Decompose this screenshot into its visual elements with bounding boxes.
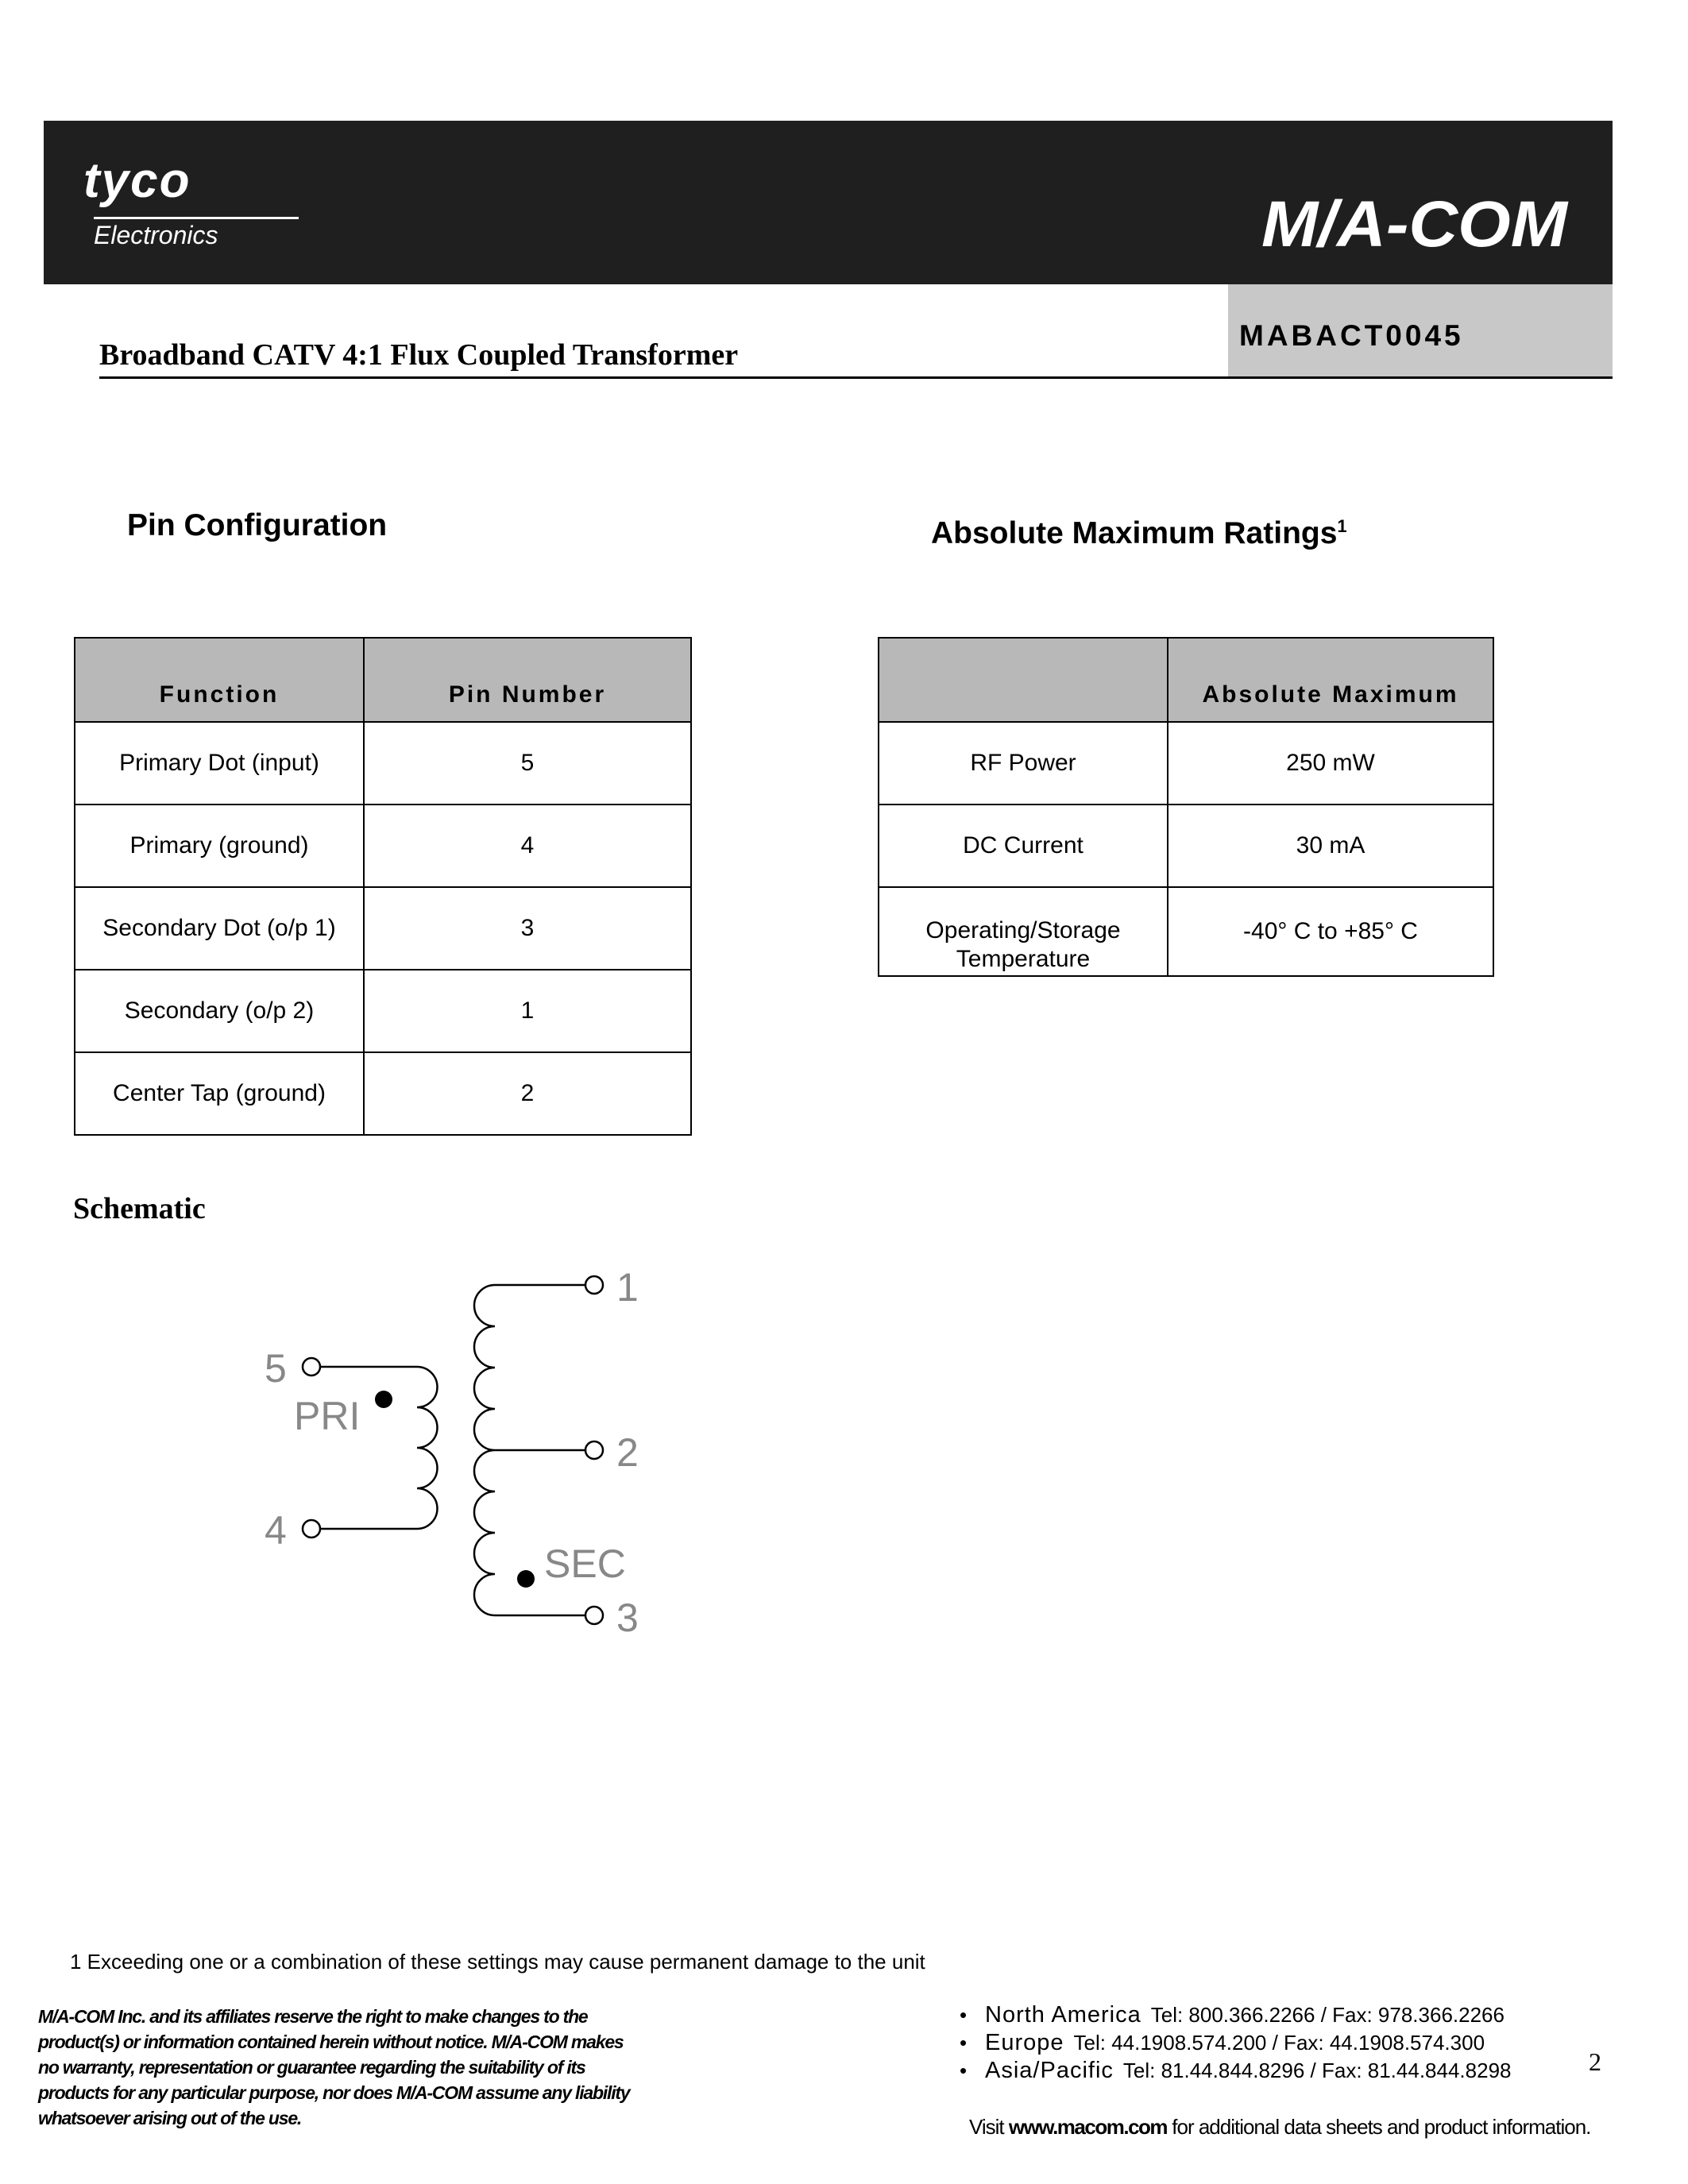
label-pri: PRI <box>294 1394 361 1438</box>
secondary-dot <box>517 1570 535 1588</box>
website-link[interactable]: www.macom.com <box>1008 2115 1168 2139</box>
column-header: Function <box>75 638 364 722</box>
disclaimer-line: M/A-COM Inc. and its affiliates reserve the right to make changes to the <box>38 2006 588 2027</box>
document-title: Broadband CATV 4:1 Flux Coupled Transformer <box>99 338 739 372</box>
table-row <box>75 805 691 887</box>
label-pin4: 4 <box>265 1508 287 1553</box>
table-row <box>879 805 1493 887</box>
transformer-schematic <box>254 1255 699 1652</box>
macom-logo-text: M/A-COM <box>1261 188 1569 260</box>
macom-logo <box>1261 184 1571 264</box>
label-sec: SEC <box>544 1542 626 1586</box>
table-cell: 2 <box>364 1052 691 1135</box>
schematic-heading: Schematic <box>73 1192 206 1225</box>
table-row <box>75 970 691 1052</box>
part-number: MABACT0045 <box>1239 319 1464 352</box>
pin-config-heading: Pin Configuration <box>127 508 388 542</box>
column-header: Pin Number <box>364 638 691 722</box>
contact-detail: Tel: 800.366.2266 / Fax: 978.366.2266 <box>1150 2003 1505 2027</box>
table-header-row <box>75 638 691 722</box>
table-cell <box>879 887 1168 976</box>
terminal-pin2 <box>585 1441 603 1459</box>
abs-max-heading <box>931 516 1347 551</box>
table-cell: 30 mA <box>1168 805 1493 887</box>
table-cell: Center Tap (ground) <box>75 1052 364 1135</box>
table-cell: 4 <box>364 805 691 887</box>
terminal-pin5 <box>303 1358 320 1376</box>
column-header: Absolute Maximum <box>1168 638 1493 722</box>
table-row <box>879 722 1493 805</box>
column-header <box>879 638 1168 722</box>
terminal-pin1 <box>585 1276 603 1294</box>
contact-item: • North America Tel: 800.366.2266 / Fax: 978.366.2266 <box>960 2002 1505 2028</box>
disclaimer <box>38 2004 713 2131</box>
primary-dot <box>375 1391 392 1408</box>
table-cell: DC Current <box>879 805 1168 887</box>
label-pin1: 1 <box>616 1265 639 1310</box>
abs-max-footnote-ref: 1 <box>1337 516 1347 536</box>
table-row <box>75 1052 691 1135</box>
terminal-pin4 <box>303 1520 320 1538</box>
table-row <box>75 722 691 805</box>
tyco-logo-subtitle: Electronics <box>94 221 218 249</box>
table-header-row <box>879 638 1493 722</box>
terminal-pin3 <box>585 1607 603 1624</box>
table-cell: RF Power <box>879 722 1168 805</box>
disclaimer-line: no warranty, representation or guarantee regarding the suitability of its <box>38 2057 585 2078</box>
table-cell: Secondary Dot (o/p 1) <box>75 887 364 970</box>
visit-suffix: for additional data sheets and product information. <box>1167 2115 1591 2139</box>
title-rule <box>99 376 1613 379</box>
disclaimer-line: whatsoever arising out of the use. <box>38 2108 302 2128</box>
label-pin5: 5 <box>265 1346 287 1391</box>
footnote: 1 Exceeding one or a combination of these settings may cause permanent damage to the unit <box>70 1950 925 1974</box>
visit-prefix: Visit <box>969 2115 1009 2139</box>
page-number: 2 <box>1589 2047 1601 2076</box>
table-cell-text: Operating/Storage Temperature <box>925 917 1121 972</box>
table-cell: Primary Dot (input) <box>75 722 364 805</box>
tyco-logo-rule <box>94 217 299 219</box>
primary-winding <box>320 1367 438 1529</box>
table-cell: Primary (ground) <box>75 805 364 887</box>
contact-detail: Tel: 44.1908.574.200 / Fax: 44.1908.574.300 <box>1073 2031 1485 2055</box>
table-row <box>879 887 1493 976</box>
contact-list <box>960 2001 1512 2085</box>
contact-detail: Tel: 81.44.844.8296 / Fax: 81.44.844.8298 <box>1122 2059 1512 2082</box>
table-cell: 250 mW <box>1168 722 1493 805</box>
abs-max-heading-text: Absolute Maximum Ratings <box>931 516 1338 550</box>
table-cell: 5 <box>364 722 691 805</box>
table-row <box>75 887 691 970</box>
table-cell: Secondary (o/p 2) <box>75 970 364 1052</box>
disclaimer-line: product(s) or information contained herein without notice. M/A-COM makes <box>38 2032 624 2052</box>
table-cell: 3 <box>364 887 691 970</box>
tyco-logo-word: tyco <box>83 153 191 208</box>
label-pin3: 3 <box>616 1596 639 1640</box>
pin-config-table <box>74 637 692 1136</box>
contact-item: • Europe Tel: 44.1908.574.200 / Fax: 44.1908.574.300 <box>960 2030 1485 2055</box>
contact-region: Europe <box>985 2030 1064 2055</box>
disclaimer-line: products for any particular purpose, nor does M/A-COM assume any liability <box>38 2082 630 2103</box>
table-cell: -40° C to +85° C <box>1168 887 1493 976</box>
contact-region: Asia/Pacific <box>985 2058 1114 2083</box>
visit-line <box>969 2115 1590 2140</box>
abs-max-table <box>878 637 1494 977</box>
label-pin2: 2 <box>616 1430 639 1475</box>
table-cell: 1 <box>364 970 691 1052</box>
contact-region: North America <box>985 2002 1141 2028</box>
contact-item: • Asia/Pacific Tel: 81.44.844.8296 / Fax: 81.44.844.8298 <box>960 2058 1512 2083</box>
